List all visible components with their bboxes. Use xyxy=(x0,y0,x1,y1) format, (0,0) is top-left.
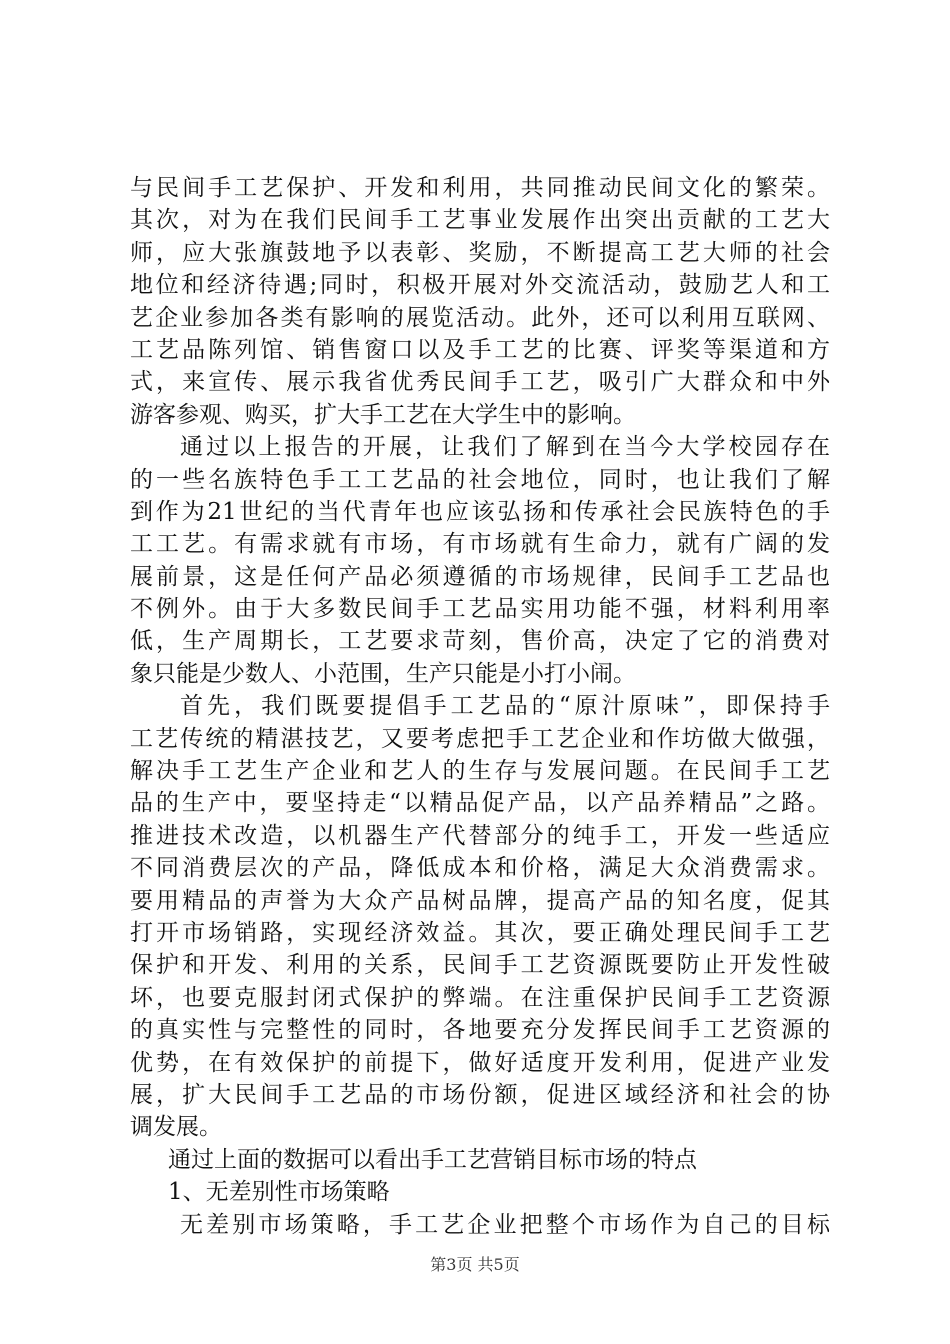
document-body xyxy=(130,172,830,1241)
page-number-label: 第3页 共5页 xyxy=(430,1255,520,1274)
text-line: 不例外。由于大多数民间手工艺品实用功能不强，材料利用率 xyxy=(130,596,830,623)
text-line: 游客参观、购买，扩大手工艺在大学生中的影响。 xyxy=(130,401,636,428)
paragraph-first-line: 无差别市场策略，手工艺企业把整个市场作为自己的目标 xyxy=(180,1211,830,1238)
paragraph-first-line: 通过上面的数据可以看出手工艺营销目标市场的特点 xyxy=(168,1146,697,1173)
text-line: 工工艺。有需求就有市场，有市场就有生命力，就有广阔的发 xyxy=(130,531,830,558)
text-line: 推进技术改造，以机器生产代替部分的纯手工，开发一些适应 xyxy=(130,822,830,849)
text-line: 解决手工艺生产企业和艺人的生存与发展问题。在民间手工艺 xyxy=(130,758,830,785)
text-line: 的一些名族特色手工工艺品的社会地位，同时，也让我们了解 xyxy=(130,466,830,493)
text-line: 品的生产中，要坚持走“以精品促产品，以产品养精品”之路。 xyxy=(130,790,830,817)
text-line: 保护和开发、利用的关系，民间手工艺资源既要防止开发性破 xyxy=(130,952,830,979)
text-line: 展，扩大民间手工艺品的市场份额，促进区域经济和社会的协 xyxy=(130,1081,830,1108)
text-line: 师，应大张旗鼓地予以表彰、奖励，不断提高工艺大师的社会 xyxy=(130,239,830,266)
text-line: 优势，在有效保护的前提下，做好适度开发利用，促进产业发 xyxy=(130,1049,830,1076)
text-line: 地位和经济待遇;同时，积极开展对外交流活动，鼓励艺人和工 xyxy=(130,272,830,299)
text-line: 的真实性与完整性的同时，各地要充分发挥民间手工艺资源的 xyxy=(130,1017,830,1044)
text-line: 艺企业参加各类有影响的展览活动。此外，还可以利用互联网、 xyxy=(130,304,830,331)
text-line: 打开市场销路，实现经济效益。其次，要正确处理民间手工艺 xyxy=(130,919,830,946)
paragraph-first-line: 首先，我们既要提倡手工艺品的“原汁原味”，即保持手 xyxy=(180,693,830,720)
text-line: 不同消费层次的产品，降低成本和价格，满足大众消费需求。 xyxy=(130,855,830,882)
text-line: 调发展。 xyxy=(130,1114,222,1141)
text-line: 式，来宣传、展示我省优秀民间手工艺，吸引广大群众和中外 xyxy=(130,369,830,396)
text-line: 到作为21世纪的当代青年也应该弘扬和传承社会民族特色的手 xyxy=(130,498,830,525)
text-line: 与民间手工艺保护、开发和利用，共同推动民间文化的繁荣。 xyxy=(130,175,830,201)
text-line: 坏，也要克服封闭式保护的弊端。在注重保护民间手工艺资源 xyxy=(130,984,830,1011)
text-line: 展前景，这是任何产品必须遵循的市场规律，民间手工艺品也 xyxy=(130,563,830,590)
section-heading: 1、无差别性市场策略 xyxy=(168,1179,390,1206)
text-line: 象只能是少数人、小范围，生产只能是小打小闹。 xyxy=(130,660,636,687)
paragraph-first-line: 通过以上报告的开展，让我们了解到在当今大学校园存在 xyxy=(180,434,830,461)
text-line: 工艺传统的精湛技艺，又要考虑把手工艺企业和作坊做大做强， xyxy=(130,725,830,752)
text-line: 要用精品的声誉为大众产品树品牌，提高产品的知名度，促其 xyxy=(130,887,830,914)
page-footer xyxy=(0,1252,950,1275)
text-line: 低，生产周期长，工艺要求苛刻，售价高，决定了它的消费对 xyxy=(130,628,830,655)
text-line: 其次，对为在我们民间手工艺事业发展作出突出贡献的工艺大 xyxy=(130,207,830,234)
text-line: 工艺品陈列馆、销售窗口以及手工艺的比赛、评奖等渠道和方 xyxy=(130,336,830,363)
